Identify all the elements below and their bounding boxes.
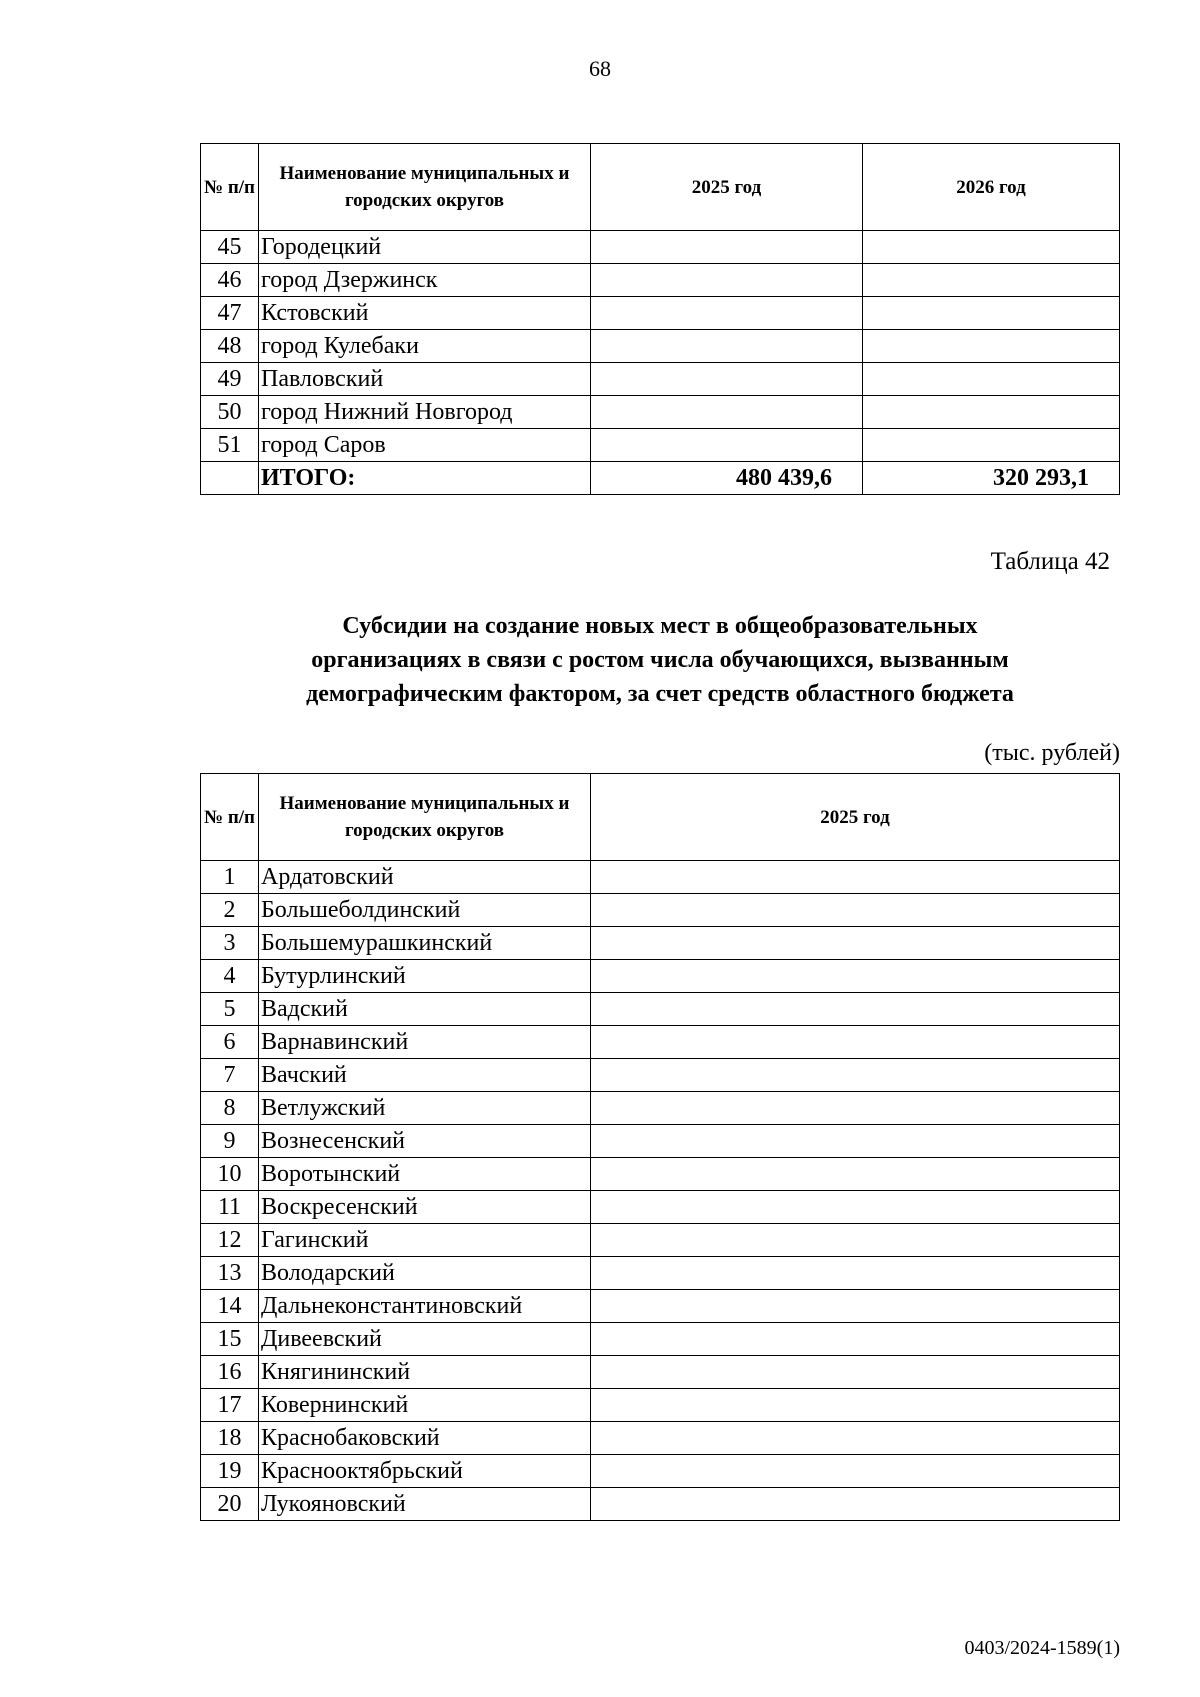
table-row: [201, 1257, 1120, 1290]
table-row: [201, 1290, 1120, 1323]
table-row: [201, 396, 1120, 429]
value-2025: [591, 1455, 1120, 1488]
table-row: [201, 264, 1120, 297]
table-continuation: [200, 143, 1120, 495]
table-row: [201, 1059, 1120, 1092]
row-number: 15: [201, 1323, 259, 1356]
row-name: Ветлужский: [259, 1092, 591, 1125]
table-header-row: [201, 144, 1120, 231]
row-name: Володарский: [259, 1257, 591, 1290]
row-number: 51: [201, 429, 259, 462]
table-row: [201, 993, 1120, 1026]
table-row: [201, 861, 1120, 894]
row-number: 17: [201, 1389, 259, 1422]
table-row: [201, 231, 1120, 264]
row-number: 16: [201, 1356, 259, 1389]
row-name: Дальнеконстантиновский: [259, 1290, 591, 1323]
row-number: 11: [201, 1191, 259, 1224]
value-2026: [863, 297, 1120, 330]
row-name: город Дзержинск: [259, 264, 591, 297]
row-name: Вадский: [259, 993, 591, 1026]
row-name: Вачский: [259, 1059, 591, 1092]
value-2025: [591, 1488, 1120, 1521]
header-2026: 2026 год: [863, 144, 1120, 231]
row-name: Воскресенский: [259, 1191, 591, 1224]
table-row: [201, 1092, 1120, 1125]
row-number: 7: [201, 1059, 259, 1092]
table-label: Таблица 42: [990, 548, 1110, 575]
table-row: [201, 297, 1120, 330]
row-number: 6: [201, 1026, 259, 1059]
value-2026: [863, 396, 1120, 429]
table-row: [201, 1125, 1120, 1158]
page-number: 68: [589, 56, 611, 81]
row-number: 8: [201, 1092, 259, 1125]
row-name: Дивеевский: [259, 1323, 591, 1356]
row-name: город Нижний Новгород: [259, 396, 591, 429]
document-code: 0403/2024-1589(1): [964, 1637, 1120, 1659]
table-row: [201, 330, 1120, 363]
value-2025: [591, 1191, 1120, 1224]
row-name: Княгининский: [259, 1356, 591, 1389]
header-num: № п/п: [201, 774, 259, 861]
header-num: № п/п: [201, 144, 259, 231]
row-name: Бутурлинский: [259, 960, 591, 993]
header-name: Наименование муниципальных и городских округов: [259, 774, 591, 861]
row-name: Ковернинский: [259, 1389, 591, 1422]
row-number: 20: [201, 1488, 259, 1521]
row-number: 13: [201, 1257, 259, 1290]
row-number: 5: [201, 993, 259, 1026]
table-body: [201, 861, 1120, 1521]
value-2025: [591, 1158, 1120, 1191]
row-number: 49: [201, 363, 259, 396]
row-name: Городецкий: [259, 231, 591, 264]
value-2025: [591, 330, 863, 363]
value-2025: [591, 960, 1120, 993]
value-2025: [591, 1059, 1120, 1092]
row-number: 46: [201, 264, 259, 297]
row-number: 18: [201, 1422, 259, 1455]
table-row: [201, 927, 1120, 960]
section-title-line: Субсидии на создание новых мест в общеобразовательных: [342, 613, 978, 639]
row-number: 1: [201, 861, 259, 894]
row-number: 10: [201, 1158, 259, 1191]
units-label: (тыс. рублей): [984, 740, 1120, 766]
row-number: 2: [201, 894, 259, 927]
row-name: Вознесенский: [259, 1125, 591, 1158]
row-name: Кстовский: [259, 297, 591, 330]
table-row: [201, 960, 1120, 993]
row-name: Ардатовский: [259, 861, 591, 894]
table-row: [201, 1323, 1120, 1356]
value-2025: [591, 927, 1120, 960]
total-label: ИТОГО:: [259, 462, 591, 495]
value-2025: [591, 894, 1120, 927]
table-header-row: [201, 774, 1120, 861]
row-name: Павловский: [259, 363, 591, 396]
row-name: город Саров: [259, 429, 591, 462]
value-2025: [591, 1224, 1120, 1257]
section-title: [160, 609, 1160, 711]
value-2025: [591, 1323, 1120, 1356]
row-name: Краснобаковский: [259, 1422, 591, 1455]
row-name: Варнавинский: [259, 1026, 591, 1059]
value-2025: [591, 1125, 1120, 1158]
row-name: Большеболдинский: [259, 894, 591, 927]
value-2025: [591, 429, 863, 462]
row-name: Краснооктябрьский: [259, 1455, 591, 1488]
table-row: [201, 1191, 1120, 1224]
row-name: город Кулебаки: [259, 330, 591, 363]
table-row: [201, 1422, 1120, 1455]
table-row: [201, 1224, 1120, 1257]
row-number: 47: [201, 297, 259, 330]
value-2025: [591, 861, 1120, 894]
row-name: Гагинский: [259, 1224, 591, 1257]
row-name: Лукояновский: [259, 1488, 591, 1521]
table-row: [201, 363, 1120, 396]
value-2025: [591, 363, 863, 396]
table-row: [201, 1389, 1120, 1422]
row-name: Воротынский: [259, 1158, 591, 1191]
value-2025: [591, 1356, 1120, 1389]
table-row: [201, 1356, 1120, 1389]
value-2025: [591, 1389, 1120, 1422]
value-2025: [591, 1257, 1120, 1290]
row-number: 48: [201, 330, 259, 363]
value-2025: [591, 396, 863, 429]
value-2025: [591, 1092, 1120, 1125]
row-name: Большемурашкинский: [259, 927, 591, 960]
section-title-line: демографическим фактором, за счет средств областного бюджета: [306, 681, 1014, 707]
total-2025: 480 439,6: [591, 462, 863, 495]
table-row: [201, 1158, 1120, 1191]
table-row: [201, 429, 1120, 462]
value-2026: [863, 231, 1120, 264]
value-2025: [591, 1026, 1120, 1059]
row-number: 19: [201, 1455, 259, 1488]
table-row: [201, 1026, 1120, 1059]
table-row: [201, 894, 1120, 927]
table-row: [201, 1488, 1120, 1521]
row-number: 14: [201, 1290, 259, 1323]
value-2025: [591, 297, 863, 330]
row-number: 4: [201, 960, 259, 993]
value-2026: [863, 330, 1120, 363]
total-2026: 320 293,1: [863, 462, 1120, 495]
header-2025: 2025 год: [591, 144, 863, 231]
section-title-line: организациях в связи с ростом числа обучающихся, вызванным: [311, 647, 1009, 673]
value-2026: [863, 264, 1120, 297]
header-name: Наименование муниципальных и городских округов: [259, 144, 591, 231]
value-2026: [863, 429, 1120, 462]
value-2025: [591, 264, 863, 297]
value-2025: [591, 1422, 1120, 1455]
total-row: [201, 462, 1120, 495]
value-2026: [863, 363, 1120, 396]
row-number: [201, 462, 259, 495]
row-number: 45: [201, 231, 259, 264]
header-2025: 2025 год: [591, 774, 1120, 861]
value-2025: [591, 993, 1120, 1026]
value-2025: [591, 231, 863, 264]
value-2025: [591, 1290, 1120, 1323]
row-number: 3: [201, 927, 259, 960]
row-number: 12: [201, 1224, 259, 1257]
table-subsidies: [200, 773, 1120, 1521]
row-number: 50: [201, 396, 259, 429]
table-body: [201, 231, 1120, 495]
table-row: [201, 1455, 1120, 1488]
row-number: 9: [201, 1125, 259, 1158]
